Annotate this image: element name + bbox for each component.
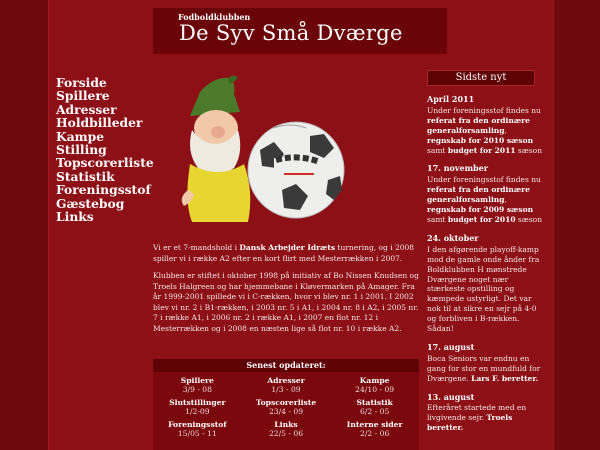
news-item: 17. august Boca Seniors var endnu en gang for stor en mundfuld for Dværgene. Lars F. beretter. bbox=[427, 343, 547, 384]
news-link[interactable]: budget for 2011 bbox=[447, 145, 516, 155]
news-date: 24. oktober bbox=[427, 232, 479, 243]
nav-link-kampe[interactable]: Kampe bbox=[56, 128, 105, 144]
club-subtitle: Fodboldklubben bbox=[178, 12, 251, 22]
news-item: 13. august Efteråret startede med en livgivende sejr. Troels beretter. bbox=[427, 393, 547, 434]
update-cell[interactable]: Topscorerliste 23/4 - 09 bbox=[255, 398, 317, 416]
news-link[interactable]: regnskab for 2009 sæson bbox=[427, 205, 534, 215]
photo-illustration bbox=[178, 72, 346, 226]
dwarf-and-ball-photo bbox=[178, 72, 346, 226]
news-item: April 2011 Under foreningsstof findes nu referat fra den ordinære generalforsamling, regnskab for 2010 sæson samt budget for 2011 sæson bbox=[427, 95, 547, 155]
intro-paragraph-1: Vi er et 7-mandshold i Dansk Arbejder Idræts turnering, og i 2008 spiller vi i række A2 efter en kort flirt med Mesterrækken i 2007. bbox=[153, 243, 415, 263]
nav-link-stilling[interactable]: Stilling bbox=[56, 142, 107, 158]
nav-link-holdbilleder[interactable]: Holdbilleder bbox=[56, 115, 143, 131]
news-date: 17. august bbox=[427, 341, 475, 352]
site-header bbox=[153, 8, 447, 54]
nav-link-adresser[interactable]: Adresser bbox=[56, 101, 117, 117]
nav-link-forside[interactable]: Forside bbox=[56, 75, 107, 90]
update-cell[interactable]: Foreningsstof 15/05 - 11 bbox=[168, 420, 227, 438]
nav-link-gaestebog[interactable]: Gæstebog bbox=[56, 195, 125, 211]
intro-text bbox=[153, 243, 419, 341]
update-cell[interactable]: Kampe 24/10 - 09 bbox=[355, 376, 395, 394]
news-date: 17. november bbox=[427, 163, 488, 174]
news-item: 17. november Under foreningsstof findes nu referat fra den ordinære generalforsamling, regnskab for 2009 sæson samt budget for 2010 sæson bbox=[427, 164, 547, 224]
nav-link-spillere[interactable]: Spillere bbox=[56, 88, 110, 104]
update-cell[interactable]: Statistik 6/2 - 05 bbox=[356, 398, 393, 416]
latest-updates-box bbox=[153, 359, 419, 450]
news-link[interactable]: referat fra den ordinære generalforsamling bbox=[427, 185, 530, 205]
news-heading: Sidste nyt bbox=[427, 70, 535, 86]
update-cell[interactable]: Adresser 1/3 - 09 bbox=[267, 376, 305, 394]
gnome-body bbox=[187, 164, 250, 222]
update-cell[interactable]: Slutstillinger 1/2-09 bbox=[169, 398, 226, 416]
news-link[interactable]: regnskab for 2010 sæson bbox=[427, 135, 534, 145]
nav-link-topscorerliste[interactable]: Topscorerliste bbox=[56, 155, 154, 171]
nav-link-links[interactable]: Links bbox=[56, 209, 94, 225]
news-date: April 2011 bbox=[427, 94, 475, 104]
updates-grid bbox=[153, 372, 419, 438]
news-link[interactable]: referat fra den ordinære generalforsamling bbox=[427, 115, 530, 135]
nav-link-statistik[interactable]: Statistik bbox=[56, 168, 115, 184]
main-nav bbox=[56, 76, 154, 223]
updates-title: Senest opdateret: bbox=[153, 359, 419, 372]
dai-link[interactable]: Dansk Arbejder Idræts bbox=[239, 243, 336, 252]
nav-link-foreningsstof[interactable]: Foreningsstof bbox=[56, 182, 151, 198]
news-link[interactable]: Lars F. beretter. bbox=[471, 373, 539, 383]
news-link[interactable]: Troels beretter. bbox=[427, 413, 513, 433]
news-link[interactable]: budget for 2010 bbox=[447, 214, 516, 224]
update-cell[interactable]: Links 22/5 - 06 bbox=[268, 420, 304, 438]
news-item: 24. oktober I den afgørende playoff-kamp mod de gamle onde ånder fra Boldklubben H mønstrede Dværgene noget nær stærkeste opstilling og kæmpede ustyrligt. Det var nok til at sikre en sejr på 4-0 og forbliven i B-rækken. Sådan! bbox=[427, 234, 547, 334]
news-date: 13. august bbox=[427, 391, 475, 402]
update-cell[interactable]: Interne sider 2/2 - 06 bbox=[346, 420, 403, 438]
news-column bbox=[427, 95, 547, 442]
intro-paragraph-2: Klubben er stiftet i oktober 1998 på initiativ af Bo Nissen Knudsen og Troels Halgreen og har hjemmebane i Kløvermarken på Amager. Fra år 1999-2001 spillede vi i C-rækken, hvor vi blev nr. 1 i 2001. I 2002 blev vi nr. 2 i B1-rækken, i 2003 nr. 5 i A1, i 2004 nr. 8 i A2, i 2005 nr. 7 i række A1, i 2006 nr. 2 i række A1, i 2007 en flot nr. 12 i Mesterrækken og i 2008 en næsten lige så flot nr. 10 i række A2. bbox=[153, 271, 419, 333]
site-title[interactable]: De Syv Små Dværge bbox=[179, 21, 403, 45]
update-cell[interactable]: Spillere 3/9 - 08 bbox=[180, 376, 214, 394]
